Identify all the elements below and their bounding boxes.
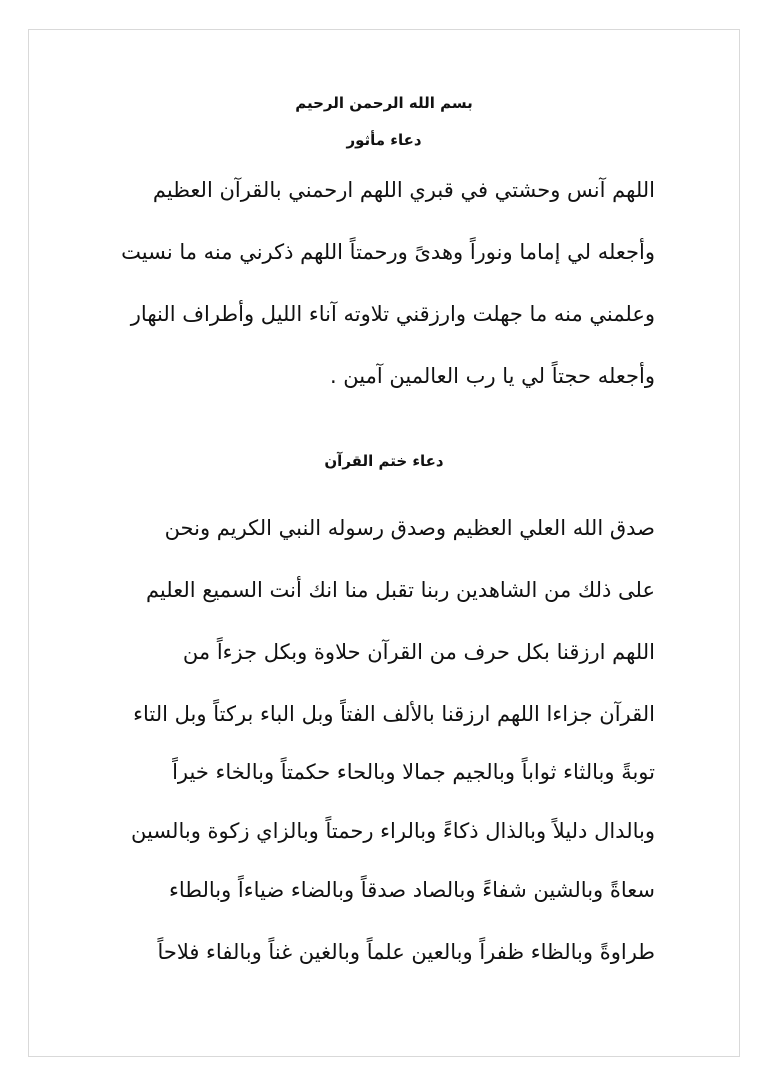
text-line: صدق الله العلي العظيم وصدق رسوله النبي الكريم ونحن xyxy=(164,516,655,540)
dua-mathur-title: دعاء مأثور xyxy=(346,131,422,149)
text-line: وبالدال دليلاً وبالذال ذكاءً وبالراء رحمتاً وبالزاي زكوة وبالسين xyxy=(131,819,655,843)
text-line: سعاةً وبالشين شفاءً وبالصاد صدقاً وبالضاء ضياءاً وبالطاء xyxy=(168,878,655,902)
text-line: على ذلك من الشاهدين ربنا تقبل منا انك أنت السميع العليم xyxy=(145,578,655,602)
text-line: وأجعله لي إماما ونوراً وهدىً ورحمتاً اللهم ذكرني منه ما نسيت xyxy=(121,240,655,264)
text-line: توبةً وبالثاء ثواباً وبالجيم جمالا وبالحاء حكمتاً وبالخاء خيراً xyxy=(172,760,655,784)
text-line: وعلمني منه ما جهلت وارزقني تلاوته آناء الليل وأطراف النهار xyxy=(130,302,655,326)
khatm-quran-title: دعاء ختم القرآن xyxy=(324,452,444,470)
basmala-heading: بسم الله الرحمن الرحيم xyxy=(295,94,473,112)
text-line: طراوةً وبالظاء ظفراً وبالعين علماً وبالغين غناً وبالفاء فلاحاً xyxy=(157,940,655,964)
text-line: القرآن جزاءا اللهم ارزقنا بالألف الفتاً وبل الباء بركتاً وبل التاء xyxy=(133,702,655,726)
text-line: اللهم ارزقنا بكل حرف من القرآن حلاوة وبكل جزءاً من xyxy=(182,640,655,664)
text-line: وأجعله حجتاً لي يا رب العالمين آمين . xyxy=(329,364,655,388)
text-line: اللهم آنس وحشتي في قبري اللهم ارحمني بالقرآن العظيم xyxy=(152,178,655,202)
